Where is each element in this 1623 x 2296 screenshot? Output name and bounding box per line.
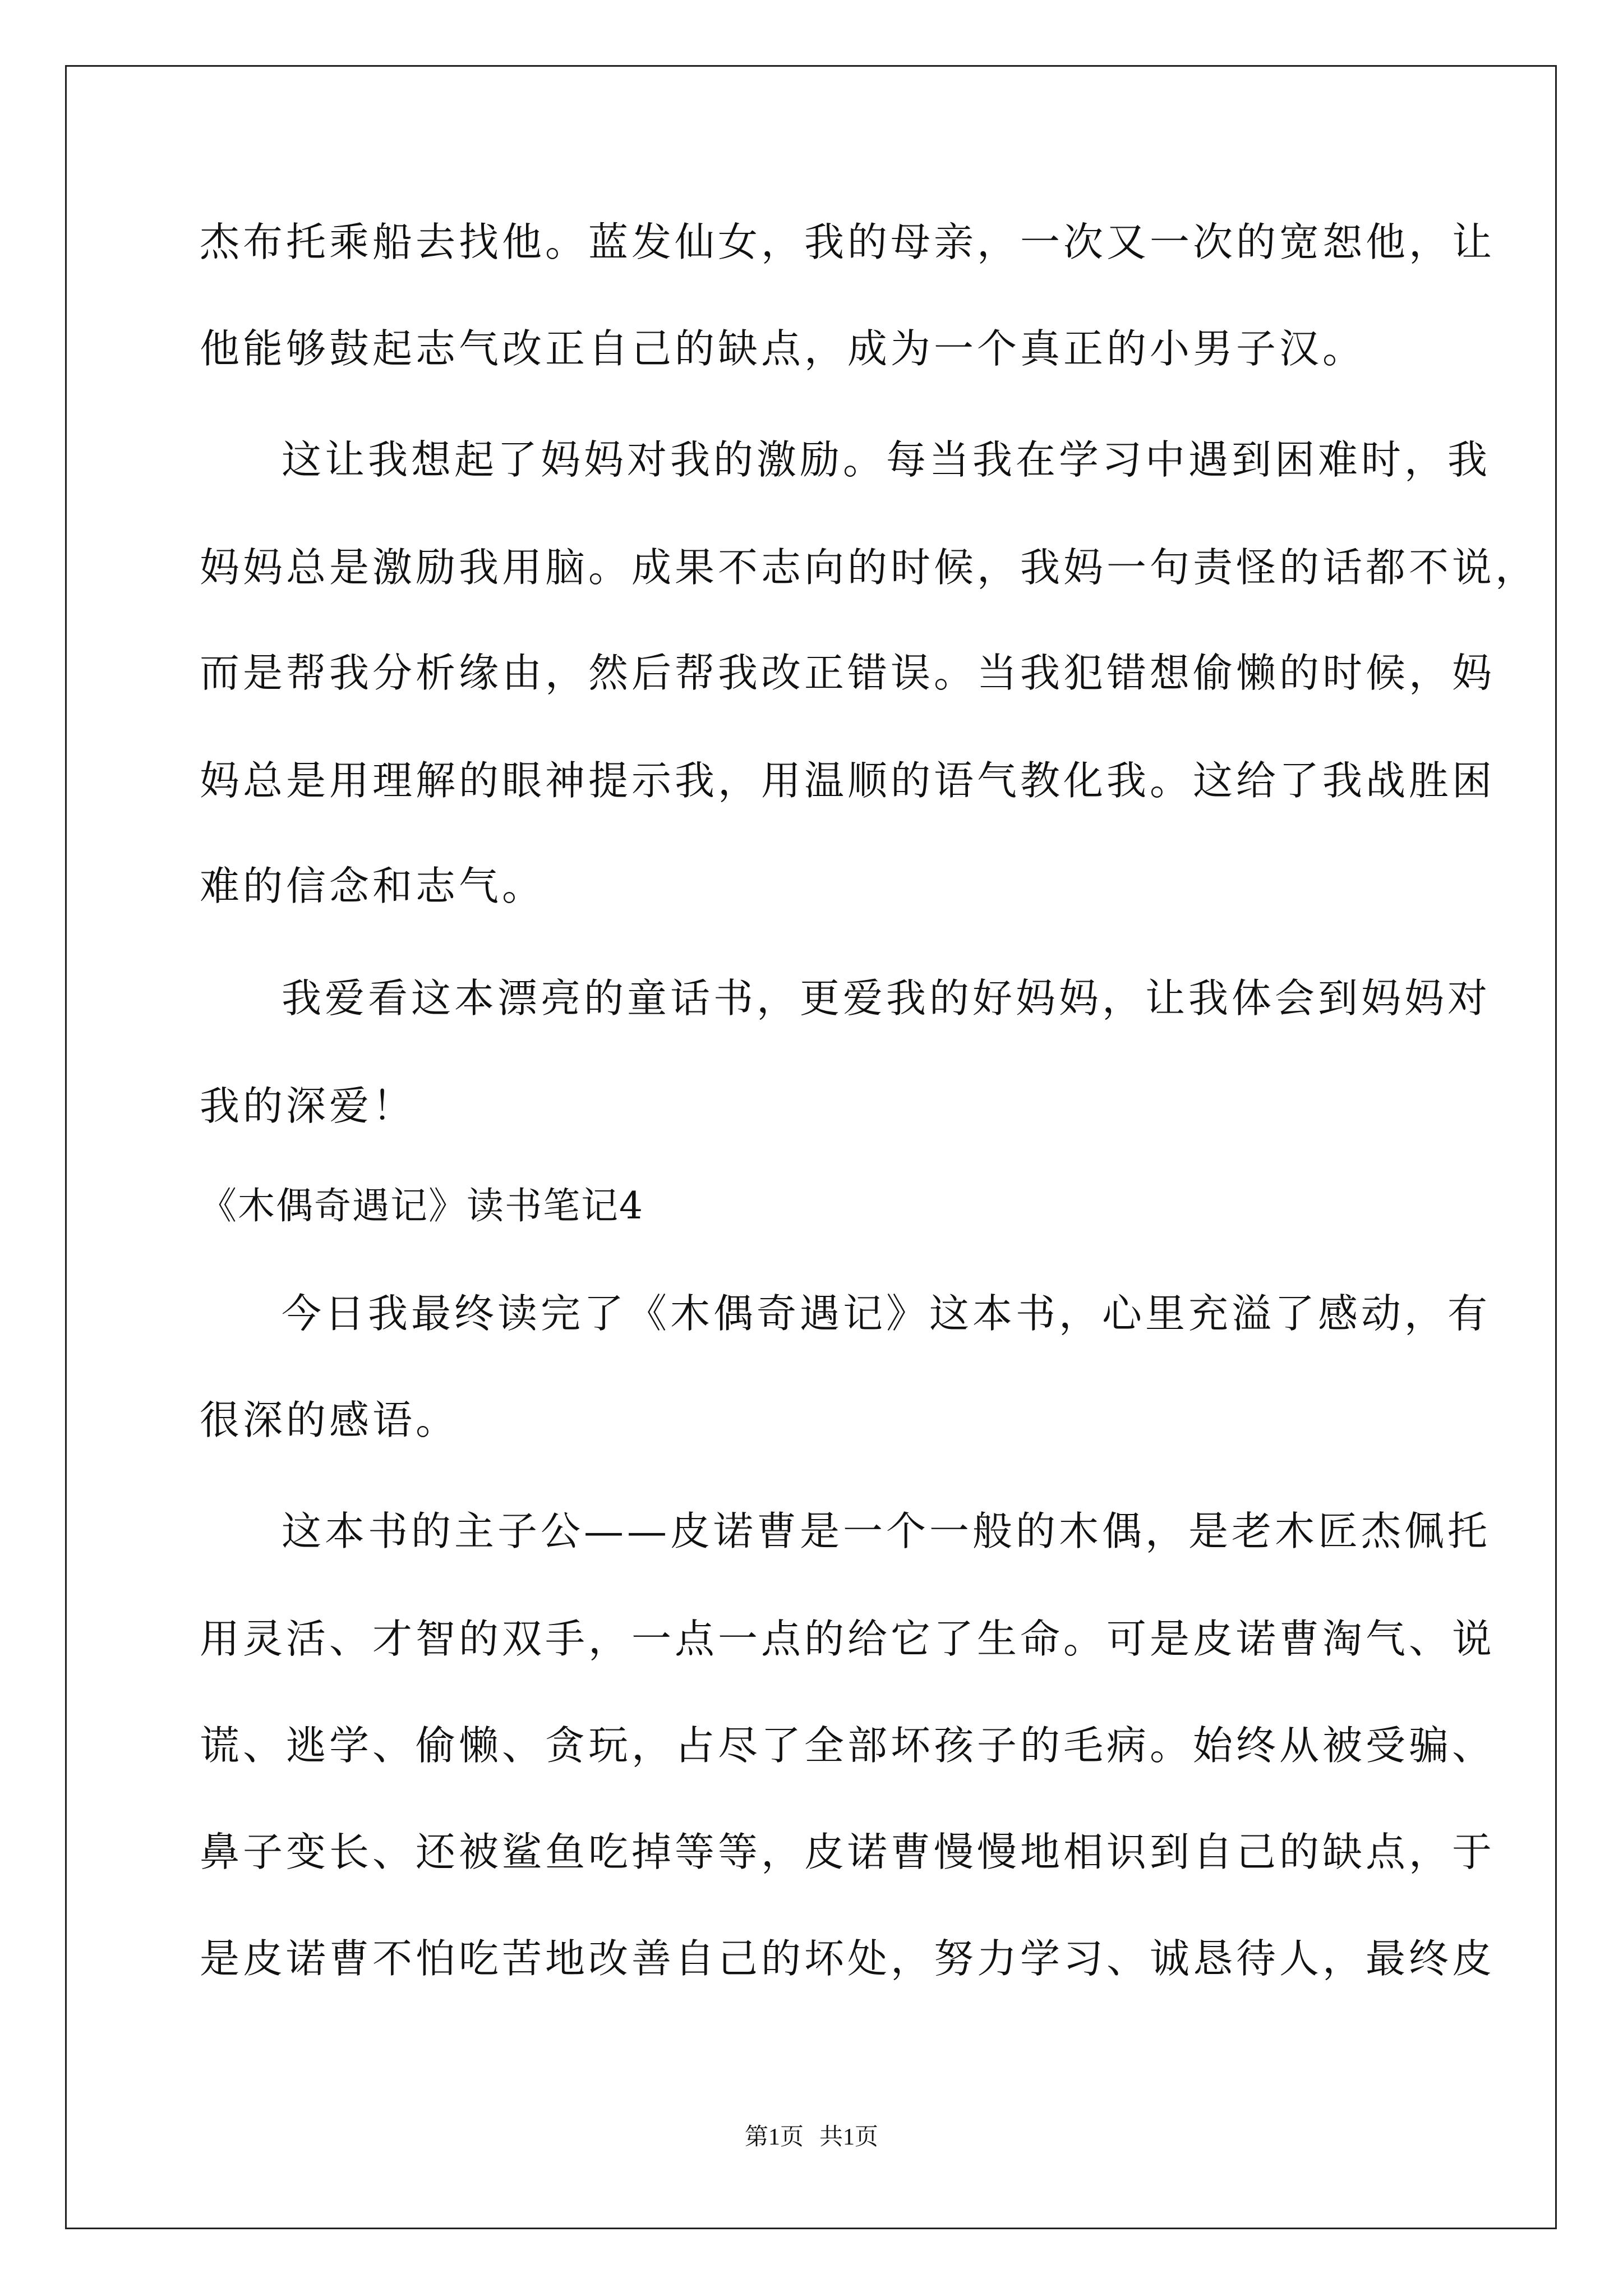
text-line: 今日我最终读完了《木偶奇遇记》这本书，心里充溢了感动，有 (282, 1290, 1491, 1337)
text-line: 是皮诺曹不怕吃苦地改善自己的坏处，努力学习、诚恳待人，最终皮 (200, 1935, 1496, 1982)
page-number-total: 共1页 (819, 2124, 879, 2150)
text-line: 谎、逃学、偷懒、贪玩，占尽了全部坏孩子的毛病。始终从被受骗、 (200, 1722, 1496, 1769)
text-line: 妈总是用理解的眼神提示我，用温顺的语气教化我。这给了我战胜困 (200, 757, 1496, 804)
text-line: 这本书的主子公——皮诺曹是一个一般的木偶，是老木匠杰佩托 (282, 1508, 1491, 1554)
text-line: 他能够鼓起志气改正自己的缺点，成为一个真正的小男子汉。 (200, 325, 1366, 372)
page-number-current: 第1页 (744, 2124, 804, 2150)
section-heading: 《木偶奇遇记》读书笔记4 (200, 1184, 644, 1227)
text-line: 而是帮我分析缘由，然后帮我改正错误。当我犯错想偷懒的时候，妈 (200, 650, 1496, 696)
text-line: 这让我想起了妈妈对我的激励。每当我在学习中遇到困难时，我 (282, 436, 1491, 483)
text-line: 很深的感语。 (200, 1397, 459, 1443)
text-line: 难的信念和志气。 (200, 863, 546, 909)
text-line: 杰布托乘船去找他。蓝发仙女，我的母亲，一次又一次的宽恕他，让 (200, 219, 1496, 265)
text-line: 妈妈总是激励我用脑。成果不志向的时候，我妈一句责怪的话都不说， (200, 544, 1539, 591)
text-line: 用灵活、才智的双手，一点一点的给它了生命。可是皮诺曹淘气、说 (200, 1616, 1496, 1662)
text-line: 我爱看这本漂亮的童话书，更爱我的好妈妈，让我体会到妈妈对 (282, 975, 1491, 1022)
page-border (65, 65, 1557, 2229)
text-line: 我的深爱！ (200, 1083, 416, 1129)
page-footer (0, 2120, 1623, 2154)
text-line: 鼻子变长、还被鲨鱼吃掉等等，皮诺曹慢慢地相识到自己的缺点，于 (200, 1829, 1496, 1875)
